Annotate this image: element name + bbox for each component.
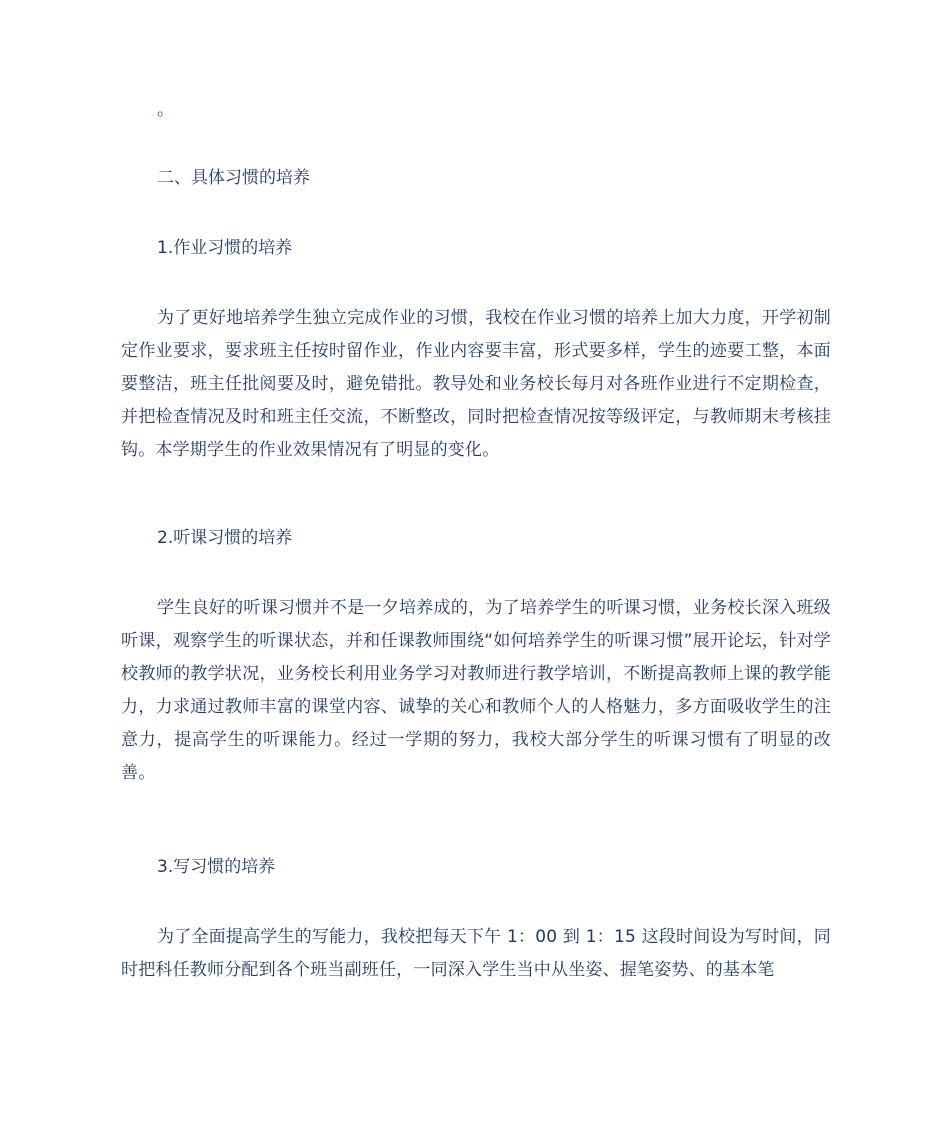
paragraph-writing: 为了全面提高学生的写能力，我校把每天下午 1：00 到 1：15 这段时间设为写时间，同时把科任教师分配到各个班当副班任，一同深入学生当中从坐姿、握笔姿势、的基本笔	[121, 927, 831, 980]
section-title: 二、具体习惯的培养	[157, 168, 310, 188]
subsection-title-homework: 1.作业习惯的培养	[157, 238, 293, 258]
text-fragment: 。	[157, 100, 174, 120]
paragraph-homework: 为了更好地培养学生独立完成作业的习惯，我校在作业习惯的培养上加大力度，开学初制定作业要求，要求班主任按时留作业，作业内容要丰富，形式要多样，学生的迹要工整，本面要整洁，班主任批阅要及时，避免错批。教导处和业务校长每月对各班作业进行不定期检查，并把检查情况及时和班主任交流，不断整改，同时把检查情况按等级评定，与教师期末考核挂钩。本学期学生的作业效果情况有了明显的变化。	[121, 308, 831, 460]
subsection-title-listening: 2.听课习惯的培养	[157, 528, 293, 548]
paragraph-listening: 学生良好的听课习惯并不是一夕培养成的，为了培养学生的听课习惯，业务校长深入班级听课，观察学生的听课状态，并和任课教师围绕“如何培养学生的听课习惯”展开论坛，针对学校教师的教学状况，业务校长利用业务学习对教师进行教学培训，不断提高教师上课的教学能力，力求通过教师丰富的课堂内容、诚挚的关心和教师个人的人格魅力，多方面吸收学生的注意力，提高学生的听课能力。经过一学期的努力，我校大部分学生的听课习惯有了明显的改善。	[121, 598, 831, 783]
subsection-title-writing: 3.写习惯的培养	[157, 857, 276, 877]
